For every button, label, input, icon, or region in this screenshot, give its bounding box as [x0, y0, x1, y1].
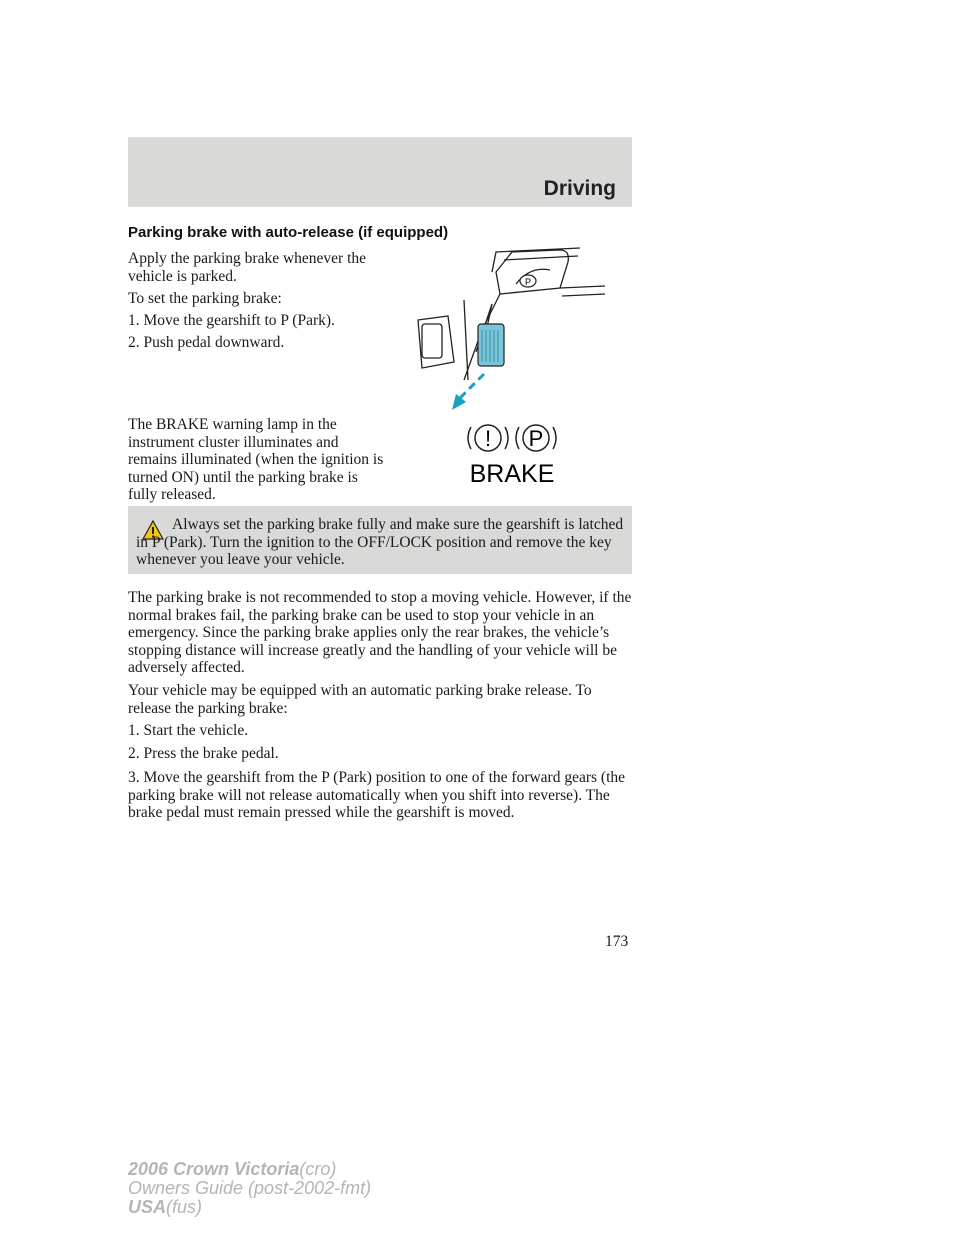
page-number: 173 [605, 933, 629, 950]
paragraph-set-intro: To set the parking brake: [128, 290, 282, 307]
footer-model-code: (cro) [299, 1159, 337, 1179]
header-band [128, 137, 632, 207]
parking-brake-pedal-illustration [400, 240, 612, 415]
svg-text:P: P [524, 277, 532, 287]
step-move-gearshift: 3. Move the gearshift from the P (Park) position to one of the forward gears (the parking brake will not release automatically when you shift into reverse). The brake pedal must remain pressed while the gearshift is moved. [128, 769, 626, 821]
svg-text:P: P [528, 426, 544, 451]
paragraph-auto-release: Your vehicle may be equipped with an automatic parking brake release. To release the parking brake: [128, 682, 592, 717]
paragraph-apply: Apply the parking brake whenever the vehicle is parked. [128, 250, 367, 285]
step-press-pedal: 2. Press the brake pedal. [128, 745, 279, 762]
warning-text: Always set the parking brake fully and make sure the gearshift is latched in P (Park). Turn the ignition to the OFF/LOCK position and remove the key whenever you leave your vehicle. [136, 516, 624, 568]
footer-guide: Owners Guide (post-2002-fmt) [128, 1178, 372, 1198]
pedal-icon [520, 275, 536, 287]
step-start-vehicle: 1. Start the vehicle. [128, 722, 249, 739]
section-heading: Parking brake with auto-release (if equipped) [128, 224, 449, 241]
footer-market: USA [128, 1197, 167, 1217]
paragraph-not-recommended: The parking brake is not recommended to stop a moving vehicle. However, if the normal brakes fail, the parking brake can be used to stop your vehicle in an emergency. Since the parking brake applies only the rear brakes, the vehicle’s stopping distance will increase greatly and the handling of your vehicle will be adversely affected. [128, 589, 632, 676]
brake-warning-lamp-icon [462, 422, 562, 488]
svg-text:!: ! [484, 426, 492, 451]
footer-info [128, 1160, 371, 1217]
svg-text:BRAKE: BRAKE [469, 460, 555, 488]
paragraph-brake-lamp: The BRAKE warning lamp in the instrument cluster illuminates and remains illuminated (when the ignition is turned ON) until the parking brake is fully released. [128, 416, 384, 503]
section-title: Driving [543, 177, 616, 200]
step-gearshift-park: 1. Move the gearshift to P (Park). [128, 312, 335, 329]
footer-model: 2006 Crown Victoria [128, 1159, 300, 1179]
warning-callout [128, 506, 632, 574]
step-push-pedal: 2. Push pedal downward. [128, 334, 285, 351]
footer-market-code: (fus) [166, 1197, 203, 1217]
